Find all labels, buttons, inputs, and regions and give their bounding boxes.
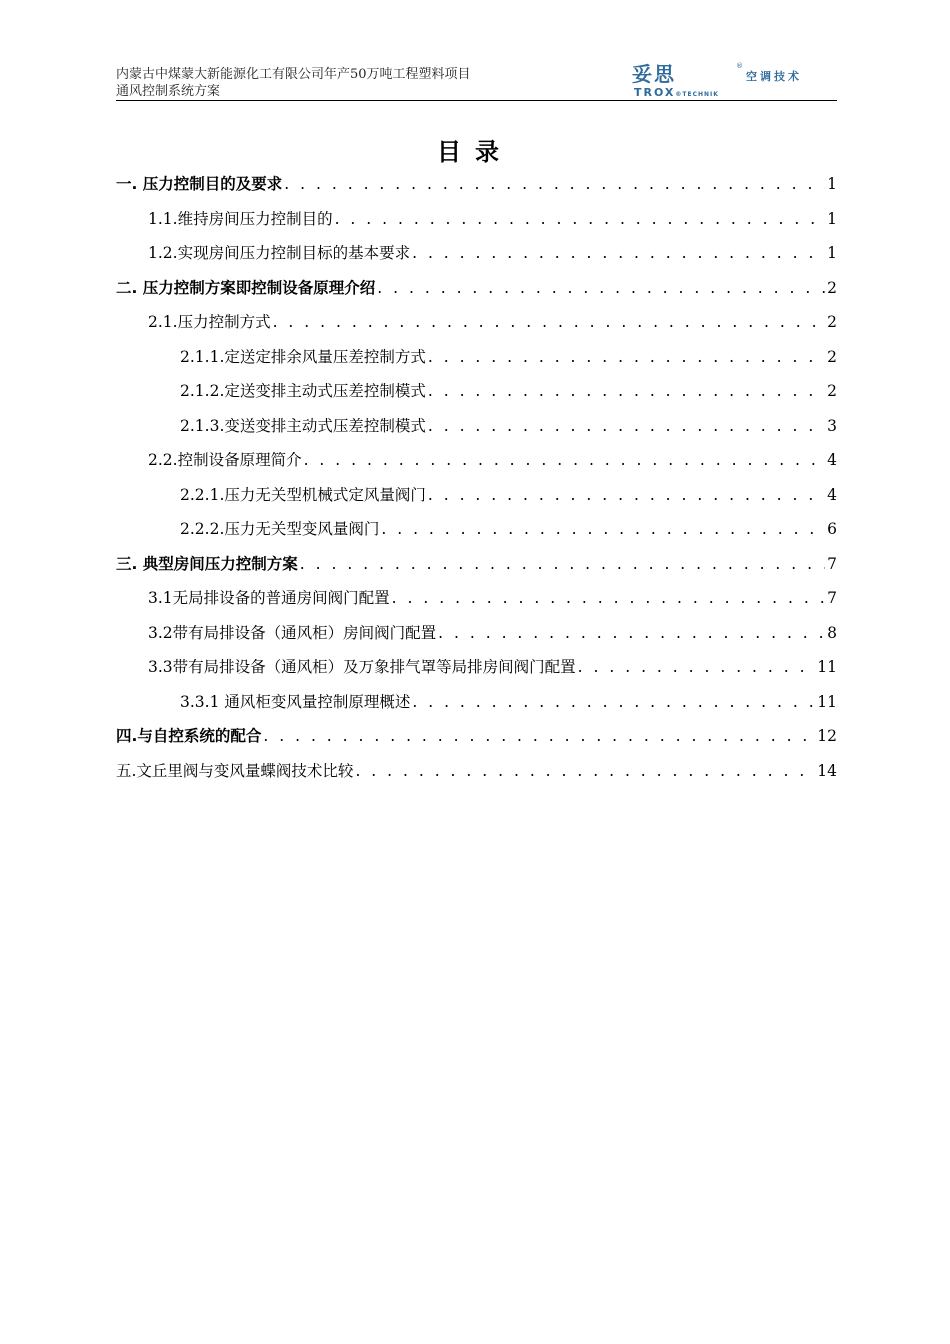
toc-dot-leader [438,624,825,642]
toc-entry-page-number: 2 [827,278,837,297]
toc-entry-title: 1.1.维持房间压力控制目的 [148,209,333,228]
header-doc-name: 通风控制系统方案 [116,84,221,99]
toc-dot-leader [377,279,825,297]
toc-entry[interactable] [116,345,837,380]
toc-entry-page-number: 4 [827,485,837,504]
logo-en-sub-text: ®TECHNIK [675,91,719,98]
toc-entry-title: 2.1.压力控制方式 [148,313,271,331]
toc-entry-page-number: 11 [817,658,837,676]
toc-dot-leader [428,382,825,400]
toc-entry-title: 2.1.2.定送变排主动式压差控制模式 [180,382,426,400]
toc-dot-leader [273,313,826,331]
toc-entry-page-number: 12 [817,727,837,745]
toc-entry[interactable] [116,379,837,414]
toc-entry-page-number: 7 [827,589,837,607]
toc-dot-leader [392,589,825,607]
toc-entry-page-number: 3 [827,416,837,435]
toc-dot-leader [300,555,825,573]
toc-entry-page-number: 6 [827,520,837,538]
toc-dot-leader [578,658,816,676]
toc-entry[interactable] [116,759,837,794]
toc-entry[interactable] [116,621,837,656]
toc-title: 目录 [437,138,513,166]
toc-entry[interactable] [116,172,837,207]
toc-entry-title: 2.2.控制设备原理简介 [148,451,302,469]
toc-entry-title: 四.与自控系统的配合 [116,727,262,745]
logo-en-wrapper [634,86,719,99]
toc-entry-page-number: 1 [827,244,837,262]
toc-entry[interactable] [116,483,837,518]
toc-dot-leader [335,210,826,228]
logo-registered-mark: ® [736,62,743,70]
toc-entry-page-number: 7 [827,554,837,573]
toc-entry-page-number: 11 [817,692,837,711]
toc-entry-title: 2.1.3.变送变排主动式压差控制模式 [180,416,426,435]
toc-entry-page-number: 1 [827,209,837,228]
toc-dot-leader [412,693,815,711]
toc-dot-leader [412,244,825,262]
toc-entry-title: 3.1无局排设备的普通房间阀门配置 [148,589,390,607]
header-project-name: 内蒙古中煤蒙大新能源化工有限公司年产50万吨工程塑料项目 [116,67,471,82]
toc-entry-title: 三. 典型房间压力控制方案 [116,554,298,573]
logo-sub-text: 空调技术 [746,70,802,83]
header-text [116,66,471,100]
toc-entry-title: 二. 压力控制方案即控制设备原理介绍 [116,278,376,297]
toc-entry-page-number: 4 [827,451,837,469]
toc-dot-leader [428,486,825,504]
toc-entry-page-number: 1 [827,175,837,193]
toc-dot-leader [263,727,815,745]
toc-entry-title: 2.2.2.压力无关型变风量阀门 [180,520,380,538]
toc-entry[interactable] [116,241,837,276]
toc-entry[interactable] [116,690,837,725]
toc-dot-leader [284,175,825,193]
toc-dot-leader [355,762,815,780]
toc-entry-title: 3.2带有局排设备（通风柜）房间阀门配置 [148,623,437,642]
trox-logo [632,64,837,98]
toc-dot-leader [428,417,825,435]
toc-dot-leader [381,520,825,538]
logo-en-text: TROX [634,86,676,99]
toc-entry-title: 五.文丘里阀与变风量蝶阀技术比较 [116,761,354,780]
toc-entry-title: 3.3.1 通风柜变风量控制原理概述 [180,692,411,711]
toc-entry[interactable] [116,724,837,759]
logo-cn-text: 妥思 [632,62,676,86]
toc-entry[interactable] [116,310,837,345]
toc-entry[interactable] [116,552,837,587]
table-of-contents [116,172,837,793]
toc-entry[interactable] [116,586,837,621]
toc-entry[interactable] [116,517,837,552]
toc-entry-page-number: 8 [827,623,837,642]
toc-entry[interactable] [116,655,837,690]
toc-entry[interactable] [116,448,837,483]
toc-entry-title: 2.2.1.压力无关型机械式定风量阀门 [180,485,426,504]
toc-dot-leader [304,451,826,469]
toc-entry-page-number: 14 [817,761,837,780]
toc-entry-title: 一. 压力控制目的及要求 [116,175,283,193]
toc-dot-leader [428,348,825,366]
toc-entry[interactable] [116,276,837,311]
toc-entry-title: 1.2.实现房间压力控制目标的基本要求 [148,244,411,262]
toc-entry-page-number: 2 [827,382,837,400]
toc-entry[interactable] [116,207,837,242]
page-header [116,62,837,101]
toc-entry[interactable] [116,414,837,449]
toc-entry-title: 3.3带有局排设备（通风柜）及万象排气罩等局排房间阀门配置 [148,658,576,676]
toc-entry-page-number: 2 [827,347,837,366]
toc-entry-page-number: 2 [827,313,837,331]
toc-entry-title: 2.1.1.定送定排余风量压差控制方式 [180,347,426,366]
